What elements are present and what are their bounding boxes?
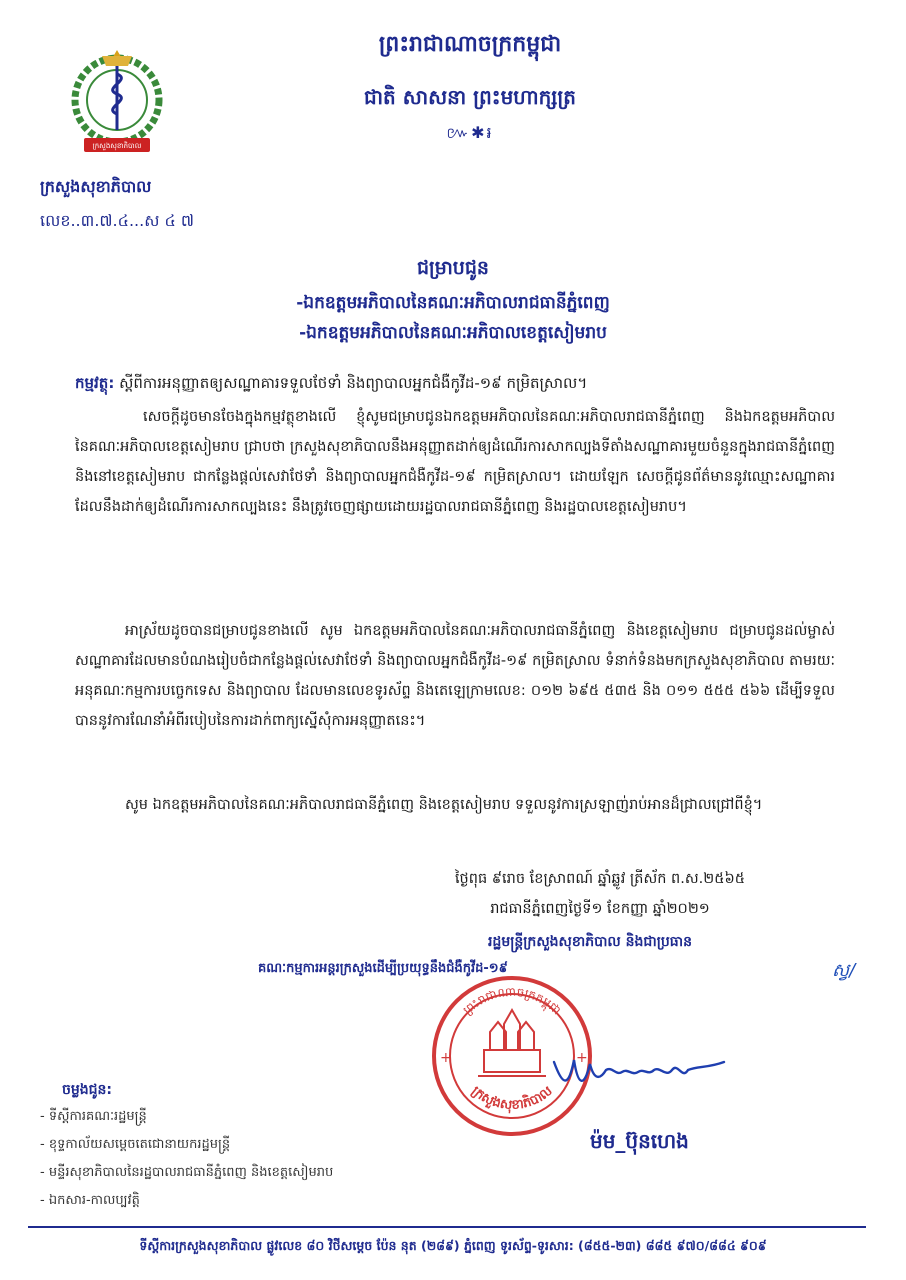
- svg-text:ព្រះរាជាណាចក្រកម្ពុជា: ព្រះរាជាណាចក្រកម្ពុជា: [460, 984, 564, 1018]
- ornament: ៚✱៛: [446, 123, 494, 142]
- subject-text: ស្តីពីការអនុញ្ញាតឲ្យសណ្ឋាគារទទួលថែទាំ និងព្យាបាលអ្នកជំងឺកូវីដ-១៩ កម្រិតស្រាល។: [119, 374, 588, 392]
- national-motto: ជាតិ សាសនា ព្រះមហាក្សត្រ: [364, 85, 576, 109]
- cc-item: - ខុទ្ទកាល័យសម្តេចតេជោនាយករដ្ឋមន្ត្រី: [40, 1137, 231, 1152]
- body-paragraph-2: អាស្រ័យដូចបានជម្រាបជូនខាងលើ សូម ឯកឧត្តមអភិបាលនៃគណៈអភិបាលរាជធានីភ្នំពេញ និងខេត្តសៀមរាប ជម្រាបជូនដល់ម្ចាស់សណ្ឋាគារដែលមានបំណងរៀបចំជាកន្លែងផ្តល់សេវាថែទាំ និងព្យាបាលអ្នកជំងឺកូវីដ-១៩ កម្រិតស្រាល ទំនាក់ទំនងមកក្រសួងសុខាភិបាល តាមរយៈអនុគណៈកម្មការបច្ចេកទេស និងព្យាបាល ដែលមានលេខទូរស័ព្ទ និងតេឡេក្រាមលេខ: ០១២ ៦៩៥ ៥៣៥ និង ០១១ ៥៥៥ ៥៦៦ ដើម្បីទទួលបាននូវការណែនាំអំពីរបៀបនៃការដាក់ពាក្យស្នើសុំការអនុញ្ញាតនេះ។: [75, 623, 835, 729]
- signer-name: ម៉ម_ប៊ុនហេង: [590, 1129, 689, 1153]
- cc-item: - ទីស្តីការគណៈរដ្ឋមន្ត្រី: [40, 1109, 147, 1124]
- svg-text:+: +: [440, 1050, 452, 1066]
- signer-title-1: រដ្ឋមន្ត្រីក្រសួងសុខាភិបាល និងជាប្រធាន: [487, 934, 692, 950]
- svg-text:+: +: [576, 1050, 588, 1066]
- recipient-siem-reap: -ឯកឧត្តមអភិបាលនៃគណៈអភិបាលខេត្តសៀមរាប: [299, 323, 607, 343]
- footer-address: ទីស្តីការក្រសួងសុខាភិបាល ផ្លូវលេខ ៨០ វិថីសម្តេច ប៉ែន នុត (២៨៩) ភ្នំពេញ ទូរស័ព្ទ-ទូរសារ: (៨៥៥-២៣) ៨៨៥ ៩៧០/៨៨៤ ៩០៩: [139, 1238, 767, 1253]
- handwritten-signature: [548, 1040, 728, 1100]
- subject-line: [75, 372, 835, 394]
- body-paragraph-1: សេចក្តីដូចមានចែងក្នុងកម្មវត្ថុខាងលើ ខ្ញុំសូមជម្រាបជូនឯកឧត្តមអភិបាលនៃគណៈអភិបាលរាជធានីភ្នំពេញ និងឯកឧត្តមអភិបាលនៃគណៈអភិបាលខេត្តសៀមរាប ជ្រាបថា ក្រសួងសុខាភិបាលនឹងអនុញ្ញាតដាក់ឲ្យដំណើរការសាកល្បងទីតាំងសណ្ឋាគារមួយចំនួនក្នុងរាជធានីភ្នំពេញ និងនៅខេត្តសៀមរាប ជាកន្លែងផ្តល់សេវាថែទាំ និងព្យាបាលអ្នកជំងឺកូវីដ-១៩ កម្រិតស្រាល។ ដោយឡែក សេចក្តីជូនព័ត៌មាននូវឈ្មោះសណ្ឋាគារដែលនឹងដាក់ឲ្យដំណើរការសាកល្បងនេះ នឹងត្រូវចេញផ្សាយដោយរដ្ឋបាលរាជធានីភ្នំពេញ និងរដ្ឋបាលខេត្តសៀមរាប។: [75, 409, 835, 515]
- body-paragraph-3: សូម ឯកឧត្តមអភិបាលនៃគណៈអភិបាលរាជធានីភ្នំពេញ និងខេត្តសៀមរាប ទទួលនូវការស្រឡាញ់រាប់អានដ៏ជ្រាលជ្រៅពីខ្ញុំ។: [125, 797, 763, 813]
- recipient-phnom-penh: -ឯកឧត្តមអភិបាលនៃគណៈអភិបាលរាជធានីភ្នំពេញ: [296, 293, 610, 313]
- lunar-date: ថ្ងៃពុធ ៩រោច ខែស្រាពណ៍ ឆ្នាំឆ្លូវ ត្រីស័ក ព.ស.២៥៦៥: [454, 871, 746, 887]
- svg-text:ក្រសួងសុខាភិបាល: ក្រសួងសុខាភិបាល: [468, 1083, 556, 1114]
- reference-number: លេខ..៣.៧.៤...ស ៤ ៧: [40, 211, 195, 230]
- footer-divider: [28, 1226, 866, 1228]
- subject-label: កម្មវត្ថុ:: [75, 374, 115, 392]
- ministry-name: ក្រសួងសុខាភិបាល: [40, 177, 152, 196]
- solar-date: រាជធានីភ្នំពេញថ្ងៃទី១ ខែកញ្ញា ឆ្នាំ២០២១: [490, 901, 710, 917]
- signer-title-2: គណៈកម្មការអន្តរក្រសួងដើម្បីប្រយុទ្ធនឹងជំងឺកូវីដ-១៩: [258, 961, 508, 976]
- cc-item: - ឯកសារ-កាលប្បវត្តិ: [40, 1193, 140, 1208]
- svg-text:ក្រសួងសុខាភិបាល: ក្រសួងសុខាភិបាល: [92, 142, 142, 150]
- notice-title: ជម្រាបជូន: [417, 257, 489, 279]
- cc-title: ចម្លងជូន:: [62, 1082, 113, 1098]
- kingdom-title: ព្រះរាជាណាចក្រកម្ពុជា: [378, 32, 562, 57]
- handwritten-initial: ស្វ/: [832, 960, 856, 981]
- cc-item: - មន្ទីរសុខាភិបាលនៃរដ្ឋបាលរាជធានីភ្នំពេញ និងខេត្តសៀមរាប: [40, 1165, 334, 1180]
- ministry-logo: [62, 42, 172, 172]
